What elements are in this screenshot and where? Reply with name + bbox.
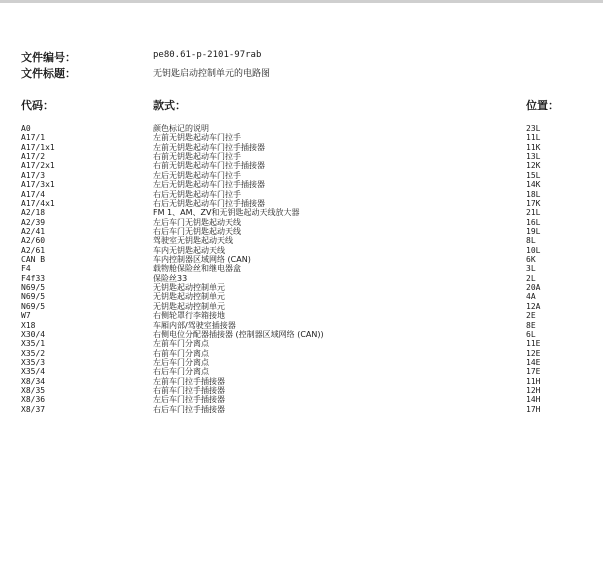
component-position: 18L xyxy=(526,189,541,199)
table-row xyxy=(0,143,603,152)
component-code: F4 xyxy=(21,264,31,274)
component-position: 12A xyxy=(526,301,541,311)
component-code: A17/3x1 xyxy=(21,180,55,190)
component-description: 右后车门拉手插接器 xyxy=(153,404,225,414)
component-position: 12E xyxy=(526,348,541,358)
component-code: A2/18 xyxy=(21,208,46,218)
component-position: 17H xyxy=(526,404,541,414)
component-position: 8E xyxy=(526,320,536,330)
header-code: 代码： xyxy=(21,99,54,112)
component-code: A2/41 xyxy=(21,226,46,236)
component-code: N69/5 xyxy=(21,283,46,293)
component-code: F4f33 xyxy=(21,273,46,283)
table-row xyxy=(0,302,603,311)
table-row xyxy=(0,255,603,264)
component-position: 11H xyxy=(526,376,541,386)
component-position: 2L xyxy=(526,273,536,283)
component-code: A17/2 xyxy=(21,152,46,162)
component-position: 2E xyxy=(526,311,536,321)
component-position: 19L xyxy=(526,226,541,236)
table-row xyxy=(0,405,603,414)
component-code: X30/4 xyxy=(21,329,46,339)
table-row xyxy=(0,208,603,217)
component-description: 载物舱保险丝和继电器盒 xyxy=(153,264,241,274)
table-row xyxy=(0,152,603,161)
component-position: 14H xyxy=(526,395,541,405)
header-description: 款式： xyxy=(153,99,186,112)
component-description: 左前车门分离点 xyxy=(153,339,209,349)
component-code: X8/35 xyxy=(21,386,46,396)
table-row xyxy=(0,349,603,358)
component-description: 车内控制器区域网络 (CAN) xyxy=(153,255,251,265)
component-description: 右前无钥匙起动车门拉手插接器 xyxy=(153,161,265,171)
component-position: 11L xyxy=(526,133,541,143)
table-row xyxy=(0,292,603,301)
component-code: X8/34 xyxy=(21,376,46,386)
table-row xyxy=(0,386,603,395)
component-description: FM 1、AM、ZV和无钥匙起动天线放大器 xyxy=(153,208,300,218)
component-description: 左前无钥匙起动车门拉手 xyxy=(153,133,241,143)
component-description: 右前车门分离点 xyxy=(153,348,209,358)
table-row xyxy=(0,321,603,330)
component-description: 左后无钥匙起动车门拉手 xyxy=(153,170,241,180)
table-row xyxy=(0,274,603,283)
component-description: 左后车门拉手插接器 xyxy=(153,395,225,405)
component-position: 20A xyxy=(526,283,541,293)
table-row xyxy=(0,171,603,180)
component-position: 13L xyxy=(526,152,541,162)
component-code: A17/1x1 xyxy=(21,142,55,152)
component-description: 车厢内部/驾驶室插接器 xyxy=(153,320,236,330)
component-code: N69/5 xyxy=(21,301,46,311)
table-row xyxy=(0,180,603,189)
component-description: 保险丝33 xyxy=(153,273,188,283)
component-description: 左后无钥匙起动车门拉手插接器 xyxy=(153,180,265,190)
table-row xyxy=(0,161,603,170)
component-description: 无钥匙起动控制单元 xyxy=(153,283,225,293)
component-description: 右后车门无钥匙起动天线 xyxy=(153,226,241,236)
component-position: 17K xyxy=(526,198,541,208)
component-position: 10L xyxy=(526,245,541,255)
table-row xyxy=(0,377,603,386)
table-row xyxy=(0,236,603,245)
component-code: X8/37 xyxy=(21,404,46,414)
table-row xyxy=(0,218,603,227)
component-code: A17/2x1 xyxy=(21,161,55,171)
component-code: A17/4 xyxy=(21,189,46,199)
component-position: 12H xyxy=(526,386,541,396)
component-description: 右侧轮罩行李箱接地 xyxy=(153,311,225,321)
component-description: 左后车门分离点 xyxy=(153,357,209,367)
component-position: 17E xyxy=(526,367,541,377)
component-code: CAN B xyxy=(21,255,46,265)
table-row xyxy=(0,395,603,404)
component-table xyxy=(0,124,603,414)
component-description: 右后无钥匙起动车门拉手 xyxy=(153,189,241,199)
table-row xyxy=(0,227,603,236)
component-description: 右侧电位分配器插接器 (控制器区域网络 (CAN)) xyxy=(153,329,324,339)
component-description: 左前车门拉手插接器 xyxy=(153,376,225,386)
component-code: A2/60 xyxy=(21,236,46,246)
component-code: X35/2 xyxy=(21,348,46,358)
component-position: 8L xyxy=(526,236,536,246)
component-code: N69/5 xyxy=(21,292,46,302)
component-position: 4A xyxy=(526,292,536,302)
component-code: A2/39 xyxy=(21,217,46,227)
component-position: 15L xyxy=(526,170,541,180)
file-number-label: 文件编号： xyxy=(21,51,76,64)
component-description: 左后车门无钥匙起动天线 xyxy=(153,217,241,227)
component-position: 14K xyxy=(526,180,541,190)
component-position: 14E xyxy=(526,357,541,367)
table-row xyxy=(0,190,603,199)
component-position: 16L xyxy=(526,217,541,227)
component-code: A17/3 xyxy=(21,170,46,180)
file-number-value: pe80.61-p-2101-97rab xyxy=(153,50,262,60)
table-row xyxy=(0,264,603,273)
component-code: A2/61 xyxy=(21,245,46,255)
table-header xyxy=(0,97,603,113)
table-row xyxy=(0,330,603,339)
table-row xyxy=(0,133,603,142)
table-row xyxy=(0,246,603,255)
component-position: 6K xyxy=(526,255,536,265)
table-row xyxy=(0,367,603,376)
file-title-label: 文件标题： xyxy=(21,67,76,80)
component-description: 左前无钥匙起动车门拉手插接器 xyxy=(153,142,265,152)
component-position: 11E xyxy=(526,339,541,349)
component-position: 6L xyxy=(526,329,536,339)
component-code: A17/1 xyxy=(21,133,46,143)
component-position: 23L xyxy=(526,124,541,133)
component-code: A17/4x1 xyxy=(21,198,55,208)
component-description: 颜色标记的说明 xyxy=(153,124,209,133)
component-code: X35/4 xyxy=(21,367,46,377)
table-row xyxy=(0,311,603,320)
component-code: X35/1 xyxy=(21,339,46,349)
component-description: 右前车门拉手插接器 xyxy=(153,386,225,396)
file-title-value: 无钥匙启动控制单元的电路图 xyxy=(153,69,271,79)
component-description: 车内无钥匙起动天线 xyxy=(153,245,225,255)
component-code: A0 xyxy=(21,124,31,133)
component-code: X18 xyxy=(21,320,36,330)
top-border xyxy=(0,0,603,3)
table-row xyxy=(0,283,603,292)
component-description: 无钥匙起动控制单元 xyxy=(153,292,225,302)
component-description: 右前无钥匙起动车门拉手 xyxy=(153,152,241,162)
component-position: 21L xyxy=(526,208,541,218)
component-code: X8/36 xyxy=(21,395,46,405)
component-code: X35/3 xyxy=(21,357,46,367)
component-description: 无钥匙起动控制单元 xyxy=(153,301,225,311)
component-description: 右后车门分离点 xyxy=(153,367,209,377)
component-position: 12K xyxy=(526,161,541,171)
component-position: 11K xyxy=(526,142,541,152)
component-description: 驾驶室无钥匙起动天线 xyxy=(153,236,233,246)
table-row xyxy=(0,339,603,348)
table-row xyxy=(0,358,603,367)
component-position: 3L xyxy=(526,264,536,274)
table-row xyxy=(0,124,603,133)
component-code: W7 xyxy=(21,311,31,321)
table-row xyxy=(0,199,603,208)
header-position: 位置： xyxy=(526,99,559,112)
component-description: 右后无钥匙起动车门拉手插接器 xyxy=(153,198,265,208)
